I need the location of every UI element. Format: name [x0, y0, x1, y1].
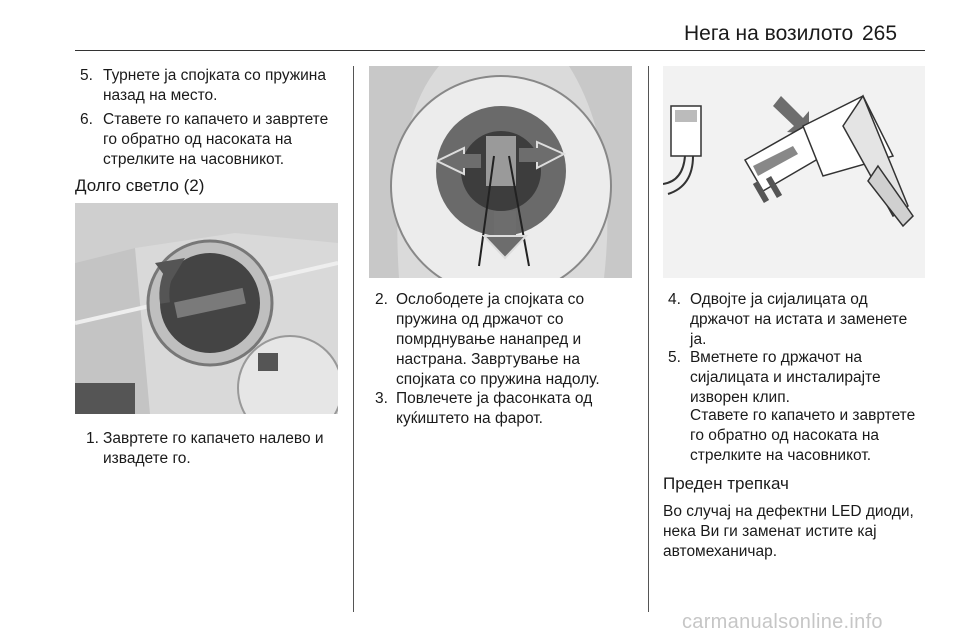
section-heading: Преден трепкач	[663, 474, 789, 493]
step-text: Ослободете ја спојката со пружина од држачот со помрднување нанапред и настрана. Завртување на спојката со пружина надолу.	[396, 291, 600, 388]
page-number: 265	[862, 22, 898, 45]
step-number: 5.	[80, 67, 93, 84]
page-title: Нега на возилото	[684, 22, 854, 45]
step-number: 5.	[668, 349, 681, 366]
column-divider-1	[353, 66, 354, 612]
step-text: Турнете ја спојката со пружина назад на место.	[103, 67, 326, 104]
step-number: 4.	[668, 291, 681, 308]
step-number: 1.	[86, 430, 99, 447]
step-number: 6.	[80, 111, 93, 128]
step-text: Вметнете го држачот на сијалицата и инсталирајте изворен клип.	[690, 349, 881, 406]
step-text: Завртете го капачето налево и извадете го.	[103, 430, 324, 467]
bulb-holder-clip-figure	[369, 66, 632, 278]
step-text: Повлечете ја фасонката од куќиштето на фарот.	[396, 390, 593, 427]
section-heading: Долго светло (2)	[75, 176, 205, 195]
step-text: Ставете го капачето и завртете го обратно од насоката на стрелките на часовникот.	[690, 407, 916, 464]
high-beam-cap-figure	[75, 203, 338, 414]
bulb-replacement-figure	[663, 66, 925, 278]
step-number: 2.	[375, 291, 388, 308]
step-number: 3.	[375, 390, 388, 407]
header-divider	[75, 50, 925, 51]
paragraph: Во случај на дефектни LED диоди, нека Ви ги заменат истите кај автомеханичар.	[663, 503, 914, 560]
step-text: Одвојте ја сијалицата од држачот на истата и заменете ја.	[690, 291, 908, 348]
column-divider-2	[648, 66, 649, 612]
watermark: carmanualsonline.info	[682, 611, 883, 633]
step-text: Ставете го капачето и завртете го обратно од насоката на стрелките на часовникот.	[103, 111, 329, 168]
